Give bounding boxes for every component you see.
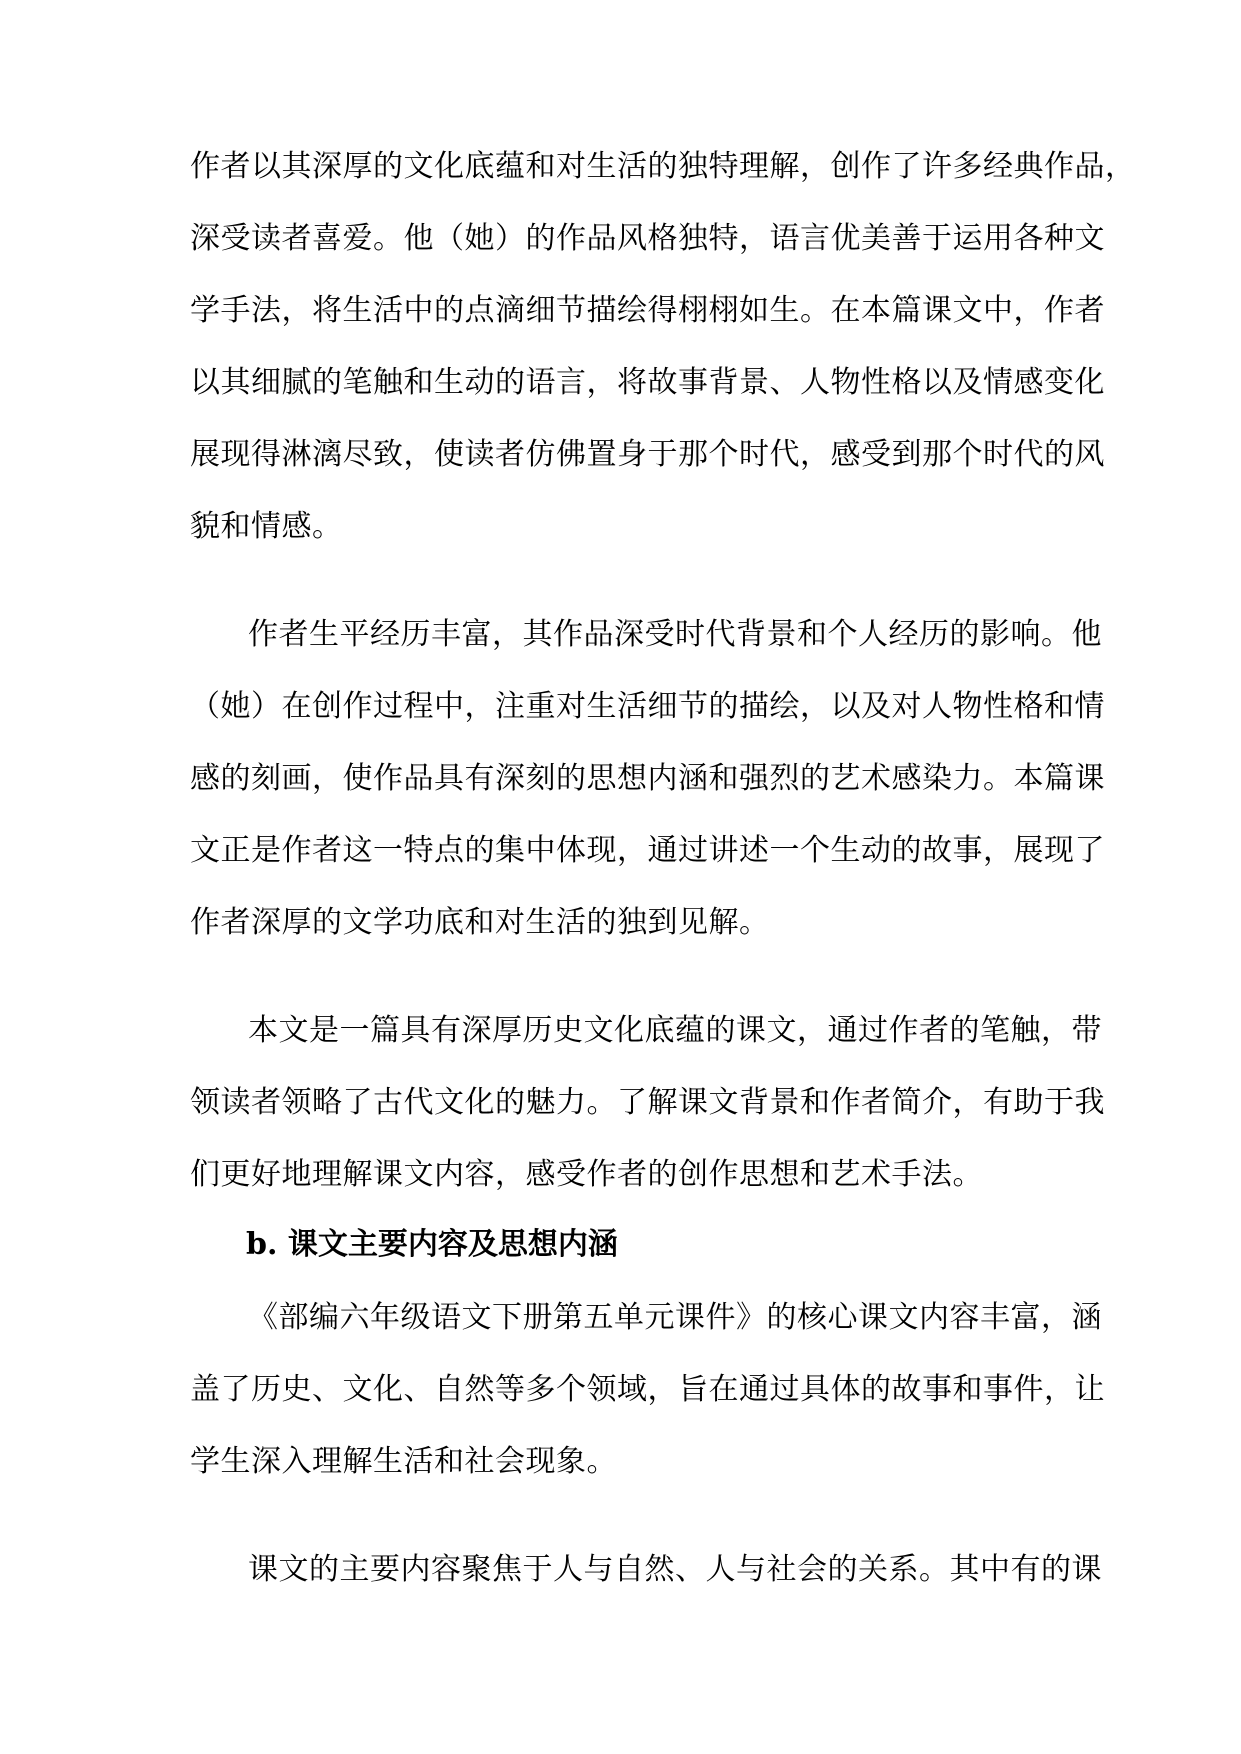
paragraph-line: 盖了历史、文化、自然等多个领域，旨在通过具体的故事和事件，让 (190, 1372, 1105, 1407)
paragraph-line: 作者以其深厚的文化底蕴和对生活的独特理解，创作了许多经典作品， (190, 149, 1136, 184)
section-heading-b: b. 课文主要内容及思想内涵 (246, 1227, 618, 1262)
paragraph-author-intro (190, 131, 1136, 563)
paragraph-line: 深受读者喜爱。他（她）的作品风格独特，语言优美善于运用各种文 (190, 221, 1105, 256)
paragraph-background-summary (190, 995, 1105, 1211)
paragraph-line: 学手法，将生活中的点滴细节描绘得栩栩如生。在本篇课文中，作者 (190, 293, 1105, 328)
paragraph-line: 文正是作者这一特点的集中体现，通过讲述一个生动的故事，展现了 (190, 833, 1105, 868)
paragraph-author-life (190, 599, 1105, 959)
paragraph-line: 《部编六年级语文下册第五单元课件》的核心课文内容丰富，涵 (248, 1300, 1102, 1335)
paragraph-line: 课文的主要内容聚焦于人与自然、人与社会的关系。其中有的课 (248, 1552, 1102, 1587)
paragraph-main-content (190, 1534, 1102, 1606)
paragraph-line: 以其细腻的笔触和生动的语言，将故事背景、人物性格以及情感变化 (190, 365, 1105, 400)
paragraph-line: 作者深厚的文学功底和对生活的独到见解。 (190, 905, 770, 940)
paragraph-line: 貌和情感。 (190, 509, 343, 544)
paragraph-line: （她）在创作过程中，注重对生活细节的描绘，以及对人物性格和情 (190, 689, 1105, 724)
paragraph-line: 们更好地理解课文内容，感受作者的创作思想和艺术手法。 (190, 1157, 983, 1192)
paragraph-line: 本文是一篇具有深厚历史文化底蕴的课文，通过作者的笔触，带 (248, 1013, 1102, 1048)
paragraph-line: 感的刻画，使作品具有深刻的思想内涵和强烈的艺术感染力。本篇课 (190, 761, 1105, 796)
paragraph-line: 展现得淋漓尽致，使读者仿佛置身于那个时代，感受到那个时代的风 (190, 437, 1105, 472)
paragraph-line: 领读者领略了古代文化的魅力。了解课文背景和作者简介，有助于我 (190, 1085, 1105, 1120)
paragraph-line: 作者生平经历丰富，其作品深受时代背景和个人经历的影响。他 (248, 617, 1102, 652)
paragraph-line: 学生深入理解生活和社会现象。 (190, 1444, 617, 1479)
paragraph-core-content (190, 1282, 1105, 1498)
